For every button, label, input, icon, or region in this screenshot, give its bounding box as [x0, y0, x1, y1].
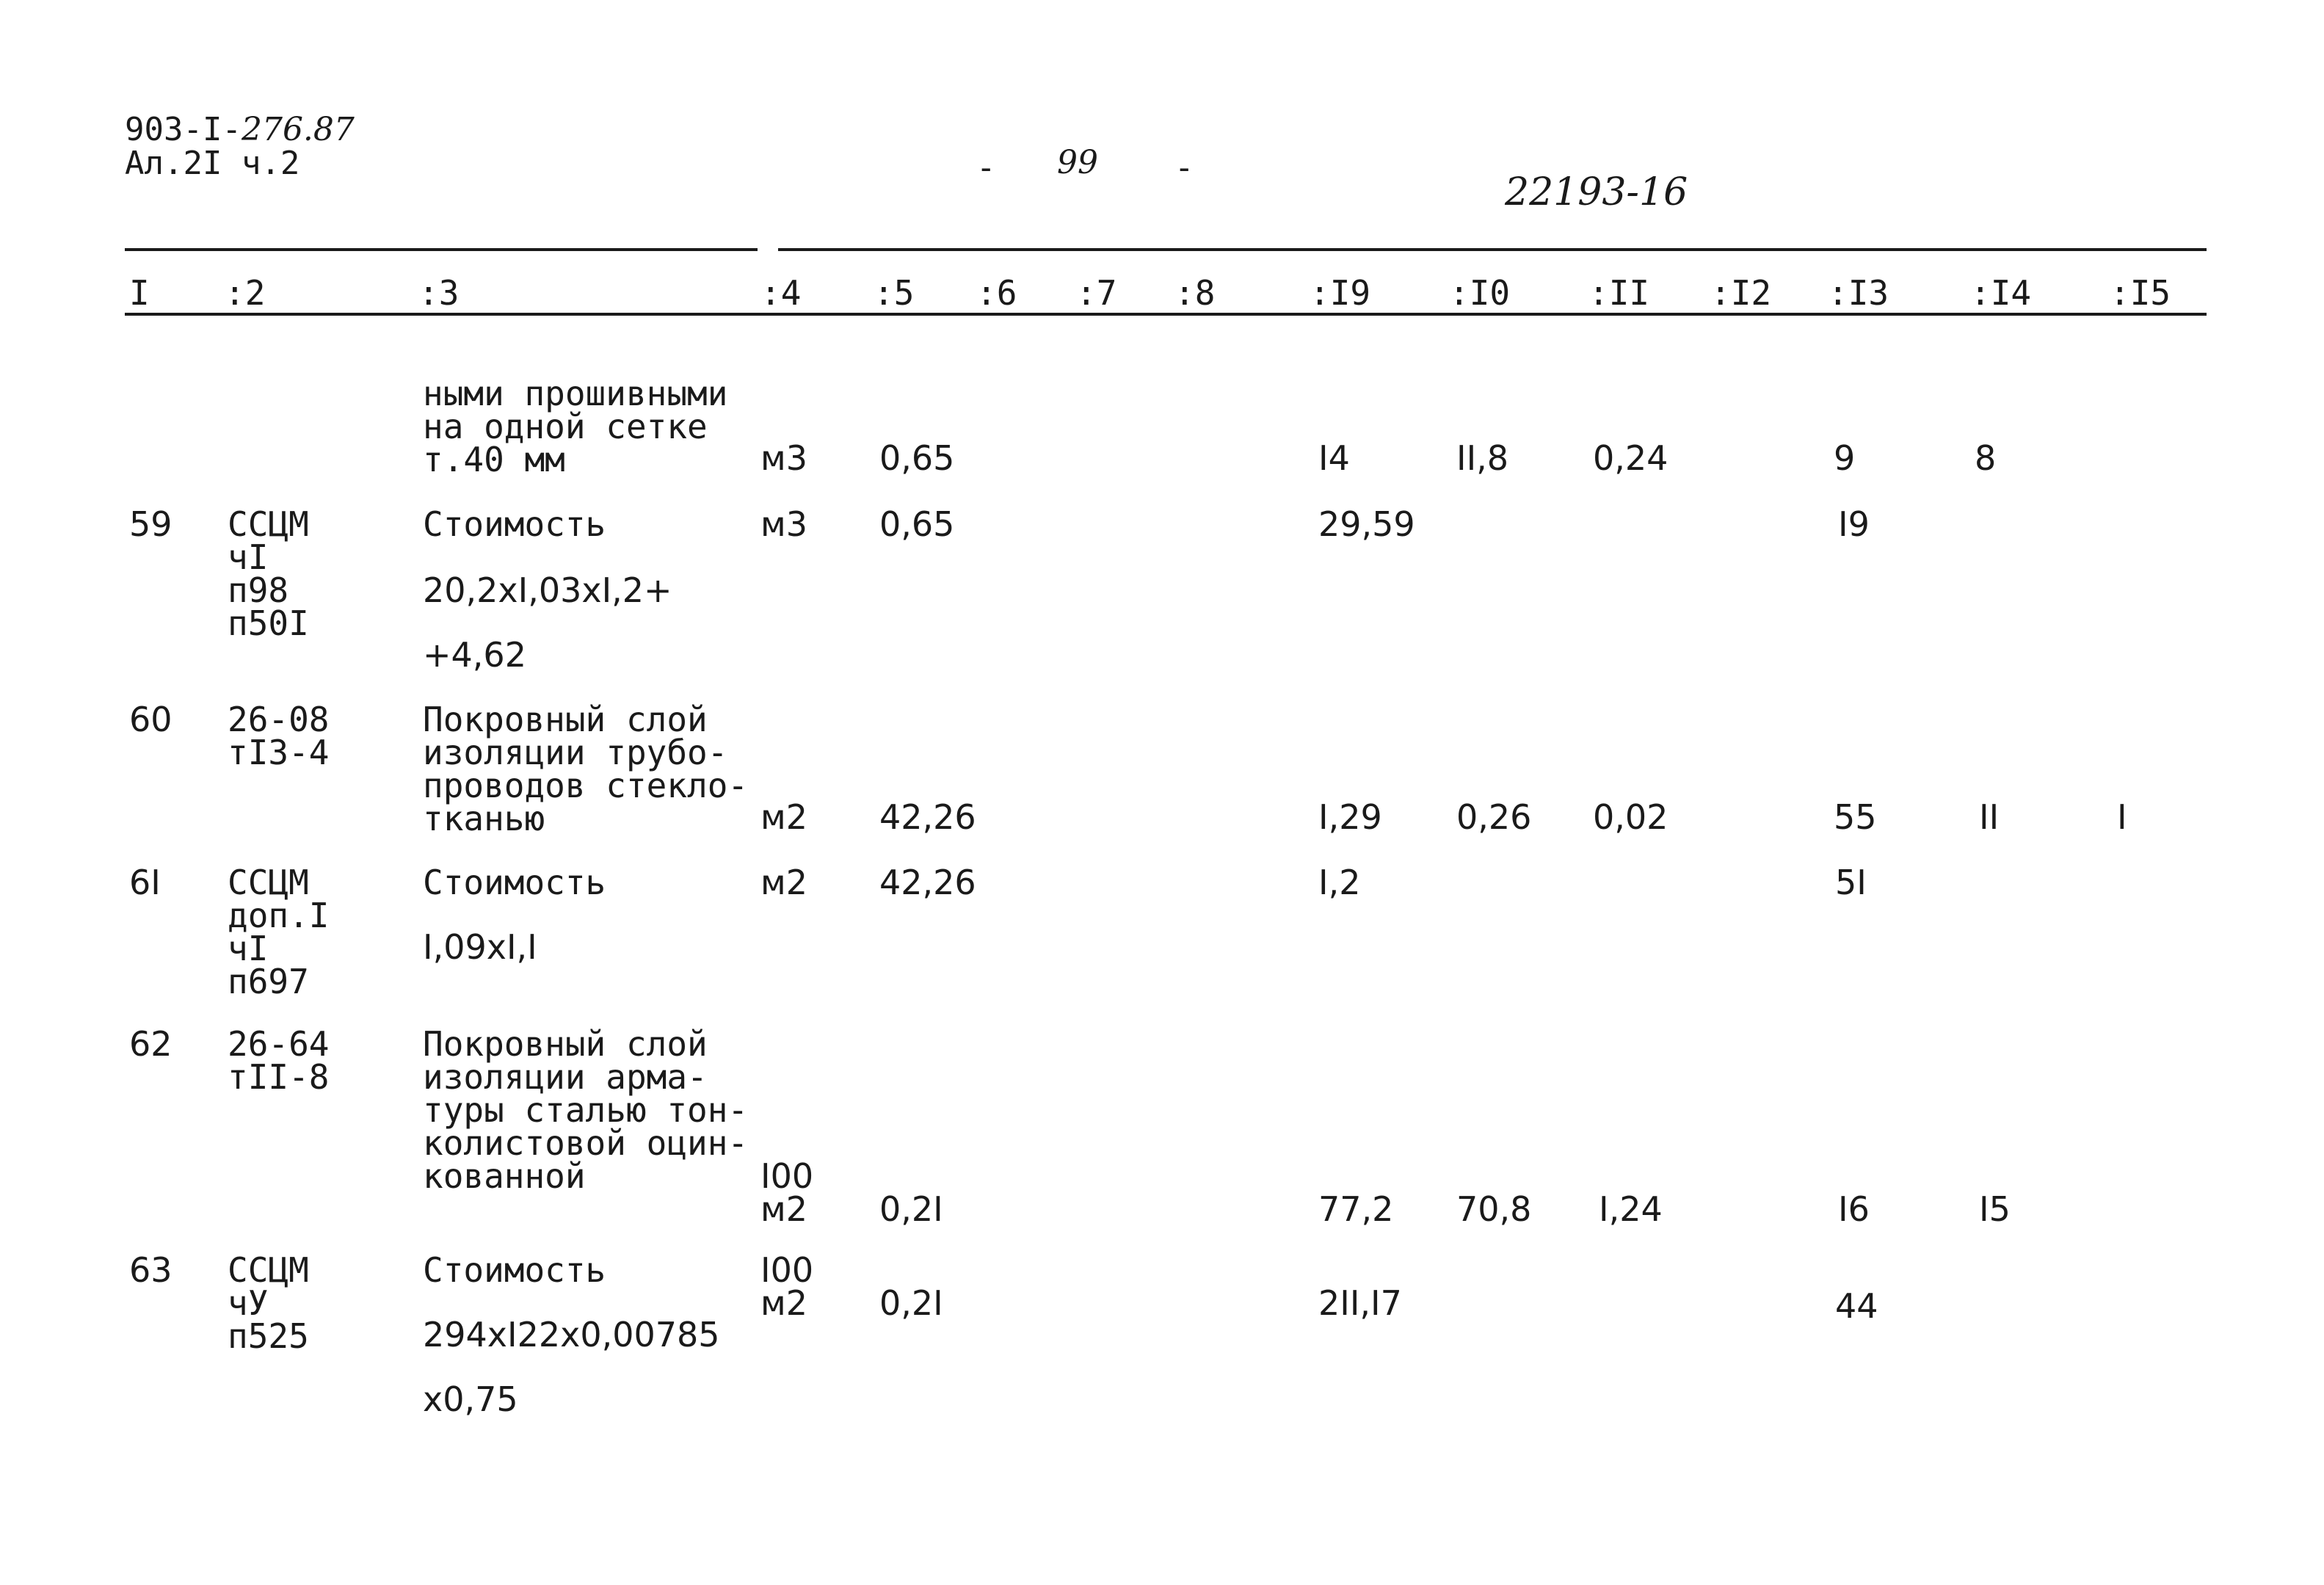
col13-cell: 5I [1835, 863, 1867, 902]
row-number: 62 [129, 1024, 173, 1064]
column-header: :2 [225, 273, 266, 313]
description-line: Стоимость [423, 1250, 606, 1290]
col9-cell: I,29 [1318, 797, 1382, 837]
code-line: п697 [228, 962, 309, 1001]
code-line: ССЦМ [228, 504, 309, 544]
col14-cell: 8 [1975, 438, 1997, 478]
col10-cell: II,8 [1456, 438, 1509, 478]
column-header: :3 [418, 273, 460, 313]
code-line: 26-08 [228, 700, 330, 739]
col11-cell: I,24 [1599, 1189, 1663, 1229]
column-header: :4 [760, 273, 802, 313]
column-header: :7 [1076, 273, 1117, 313]
formula-line: 20,2хI,03хI,2+ [423, 570, 672, 610]
column-header: :I0 [1449, 273, 1511, 313]
formula-line: I,09хI,I [423, 927, 537, 967]
description-line: изоляции арма- [423, 1057, 708, 1097]
code-line: чI [228, 537, 269, 577]
description-line: кованной [423, 1156, 586, 1196]
description-line: изоляции трубо- [423, 733, 728, 772]
inventory-number: 22193-16 [1505, 170, 1688, 214]
col9-cell: I,2 [1318, 863, 1361, 902]
description-line: ными прошивными [423, 374, 728, 413]
page-dash-left: - [976, 149, 996, 186]
column-header: :I2 [1710, 273, 1772, 313]
column-header: :I9 [1310, 273, 1371, 313]
unit-cell: м2 [760, 863, 807, 902]
description-line: туры сталью тон- [423, 1090, 749, 1130]
unit-cell: м2 [760, 797, 807, 837]
document-code-handwritten: 276.87 [241, 111, 355, 148]
unit-cell: м3 [760, 438, 807, 478]
col11-cell: 0,24 [1593, 438, 1668, 478]
document-code: 903-I-276.87 [125, 111, 355, 148]
unit-line: м2 [760, 1283, 807, 1323]
page-dash-right: - [1174, 149, 1194, 186]
formula-line: +4,62 [423, 635, 526, 675]
col10-cell: 70,8 [1456, 1189, 1532, 1229]
column-header: :II [1588, 273, 1650, 313]
col9-cell: 29,59 [1318, 504, 1415, 544]
row-number: 63 [129, 1250, 173, 1290]
column-header: :5 [874, 273, 915, 313]
col14-cell: II [1979, 797, 2000, 837]
quantity-cell: 0,65 [879, 438, 955, 478]
col13-cell: 44 [1835, 1286, 1878, 1326]
quantity-cell: 0,2I [879, 1283, 943, 1323]
quantity-cell: 0,2I [879, 1189, 943, 1229]
code-line: тII-8 [228, 1057, 330, 1097]
col9-cell: 77,2 [1318, 1189, 1394, 1229]
formula-line: 294хI22х0,00785 [423, 1315, 720, 1354]
description-line: Стоимость [423, 863, 606, 902]
code-line: п50I [228, 603, 309, 643]
description-line: Покровный слой [423, 700, 708, 739]
col9-cell: I4 [1318, 438, 1350, 478]
code-line: 26-64 [228, 1024, 330, 1064]
description-line: Покровный слой [423, 1024, 708, 1064]
col14-cell: I5 [1979, 1189, 2011, 1229]
col13-cell: 55 [1834, 797, 1877, 837]
col15-cell: I [2117, 797, 2127, 837]
col10-cell: 0,26 [1456, 797, 1532, 837]
description-line: Стоимость [423, 504, 606, 544]
code-line: п525 [228, 1316, 309, 1356]
row-number: 6I [129, 863, 161, 902]
column-header: :8 [1174, 273, 1216, 313]
code-line: ССЦМ [228, 863, 309, 902]
top-rule-right [778, 248, 2207, 251]
description-line: проводов стекло- [423, 766, 749, 805]
column-header: :6 [976, 273, 1017, 313]
unit-line: I00 [760, 1156, 814, 1196]
code-line: доп.I [228, 896, 330, 935]
top-rule-left [125, 248, 758, 251]
formula-line: х0,75 [423, 1379, 518, 1419]
code-line: чI [228, 929, 269, 968]
column-header: :I5 [2110, 273, 2171, 313]
album-reference: Ал.2I ч.2 [125, 145, 300, 182]
quantity-cell: 42,26 [879, 797, 976, 837]
row-number: 59 [129, 504, 173, 544]
unit-cell: м3 [760, 504, 807, 544]
column-header: :I4 [1970, 273, 2032, 313]
quantity-cell: 0,65 [879, 504, 955, 544]
col11-cell: 0,02 [1593, 797, 1668, 837]
row-number: 60 [129, 700, 173, 739]
header-underline [125, 313, 2207, 316]
col13-cell: I6 [1838, 1189, 1870, 1229]
col13-cell: 9 [1834, 438, 1856, 478]
description-line: колистовой оцин- [423, 1123, 749, 1163]
column-header: I [129, 273, 150, 313]
code-line: чУ [228, 1283, 269, 1323]
unit-line: м2 [760, 1189, 807, 1229]
description-line: т.40 мм [423, 440, 565, 479]
col9-cell: 2II,I7 [1318, 1283, 1402, 1323]
page-number: 99 [1057, 144, 1098, 181]
unit-line: I00 [760, 1250, 814, 1290]
col13-cell: I9 [1838, 504, 1870, 544]
quantity-cell: 42,26 [879, 863, 976, 902]
code-line: ССЦМ [228, 1250, 309, 1290]
code-line: тI3-4 [228, 733, 330, 772]
column-header: :I3 [1828, 273, 1889, 313]
description-line: тканью [423, 799, 545, 838]
code-line: п98 [228, 570, 289, 610]
description-line: на одной сетке [423, 407, 708, 446]
